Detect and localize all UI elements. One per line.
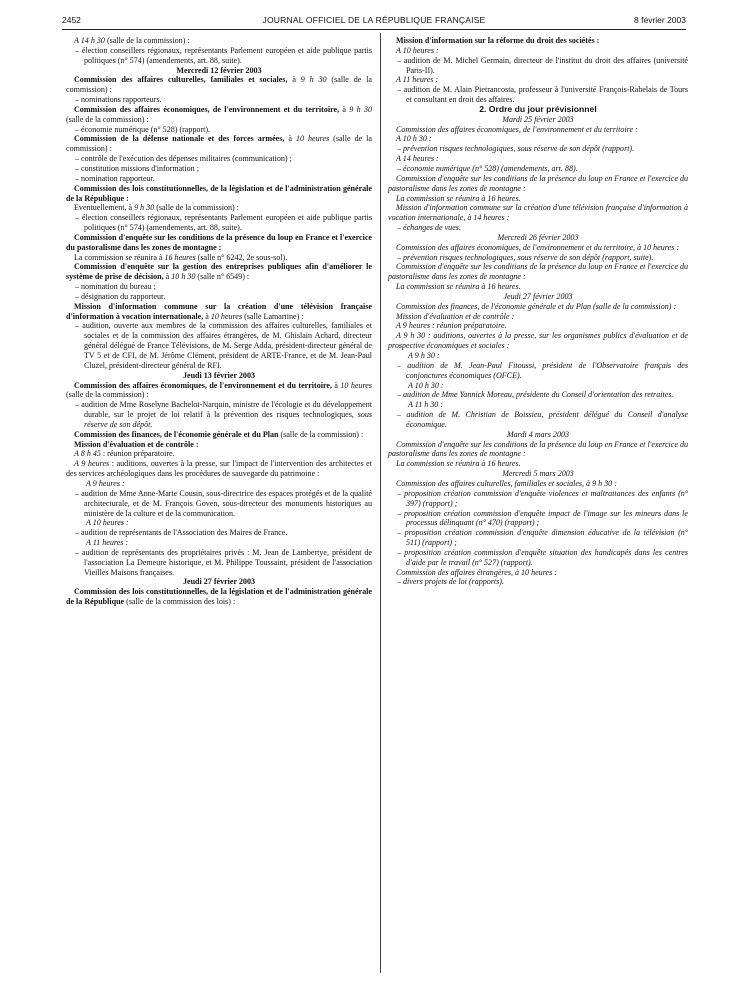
agenda-item: – proposition création commission d'enquête situation des handicapés dans les centres d'aide par le travail (n° 527) (rapport). <box>397 547 688 567</box>
date-heading: Jeudi 27 février 2003 <box>503 291 573 301</box>
agenda-item: – proposition création commission d'enquête impact de l'image sur les mineurs dans le processus délinquant (n° 470) (rapport) ; <box>397 508 688 528</box>
session-line: A 9 heures : réunion préparatoire. <box>396 321 507 331</box>
committee-title: Commission d'enquête sur les conditions de la présence du loup en France et l'exercice du pastoralisme dans les zones de montagne : <box>388 262 688 282</box>
mission-subtitle: Mission d'évaluation et de contrôle : <box>74 439 199 449</box>
agenda-item: – élection conseillers régionaux, représentants Parlement européen et aide publique partis politiques (n° 574) (amendements, art. 88, suite). <box>75 45 372 65</box>
agenda-item: – proposition création commission d'enquête violences et maltraitances des enfants (n° 397) (rapport) ; <box>397 488 688 508</box>
agenda-item: – désignation du rapporteur. <box>75 291 166 301</box>
time-slot: A 11 heures : <box>396 75 439 85</box>
date-heading: Mercredi 12 février 2003 <box>176 65 262 75</box>
session-line: La commission se réunira à 16 heures. <box>396 282 521 292</box>
committee-title: Commission des affaires économiques, de l'environnement et du territoire, à 10 heures : <box>396 242 680 252</box>
session-line: La commission se réunira à 16 heures. <box>396 459 521 469</box>
mission-subtitle: Mission d'évaluation et de contrôle : <box>396 311 515 321</box>
left-column <box>66 36 372 607</box>
agenda-item: – audition de M. Christian de Boissieu, président délégué du Conseil d'analyse économique. <box>397 410 688 429</box>
page-header <box>62 15 686 29</box>
agenda-item: – audition de M. Jean-Paul Fitoussi, président de l'Observatoire français des conjonctures économiques (OFCE). <box>397 360 688 380</box>
column-divider <box>380 33 381 973</box>
agenda-item: – audition de Mme Yannick Moreau, présidente du Conseil d'orientation des retraites. <box>397 390 674 400</box>
agenda-item: – divers projets de loi (rapports). <box>397 577 504 587</box>
time-slot: A 10 heures : <box>86 518 129 528</box>
time-slot: A 11 h 30 : <box>408 400 444 410</box>
page-number: 2452 <box>62 15 81 25</box>
committee-title: Mission d'information commune sur la création d'une télévision française d'information à vocation internationale, à 14 heures : <box>388 203 688 223</box>
agenda-item: – nomination rapporteur. <box>75 173 155 183</box>
time-slot: A 11 heures : <box>86 538 129 548</box>
agenda-item: – audition de Mme Anne-Marie Cousin, sous-directrice des espaces protégés et de la qualité architecturale, et de M. François Goven, sous-directeur des monuments historiques au ministère de la culture et de la communication. <box>75 488 372 518</box>
committee-block: Commission des affaires culturelles, familiales et sociales, à 9 h 30 (salle de la commission) : <box>66 75 372 95</box>
date-heading: Mercredi 5 mars 2003 <box>502 469 574 479</box>
agenda-item: – audition de représentants des propriétaires privés : M. Jean de Lambertye, président de l'association La Demeure historique, et M. Philippe Toussaint, président de l'association Vieilles Maisons françaises. <box>75 547 372 577</box>
session-line: A 9 heures : auditions, ouvertes à la presse, sur l'impact de l'intervention des architectes et des services archéologiques dans les procédures de sauvegarde du patrimoine : <box>66 459 372 479</box>
date-heading: Jeudi 13 février 2003 <box>182 370 256 380</box>
committee-title: Commission des lois constitutionnelles, de la législation et de l'administration générale de la République : <box>66 183 372 203</box>
committee-block: Commission d'enquête sur la gestion des entreprises publiques afin d'améliorer le système de prise de décision, à 10 h 30 (salle n° 6549) : <box>66 262 372 282</box>
committee-block: Commission de la défense nationale et des forces armées, à 10 heures (salle de la commission) : <box>66 134 372 154</box>
agenda-item: – prévention risques technologiques, sous réserve de son dépôt (rapport, suite). <box>397 252 654 262</box>
committee-title: Commission d'enquête sur les conditions de la présence du loup en France et l'exercice du pastoralisme dans les zones de montagne : <box>388 173 688 193</box>
section-title: 2. Ordre du jour prévisionnel <box>479 103 597 114</box>
committee-title: Commission d'enquête sur les conditions de la présence du loup en France et l'exercice du pastoralisme dans les zones de montagne : <box>66 232 372 252</box>
agenda-item: – audition de M. Michel Germain, directeur de l'institut du droit des affaires (université Paris-II). <box>397 55 688 75</box>
date-heading: Mardi 4 mars 2003 <box>506 429 570 439</box>
committee-title: Commission des affaires économiques, de l'environnement et du territoire : <box>396 124 638 134</box>
committee-title: Commission des affaires étrangères, à 10 heures : <box>396 567 557 577</box>
committee-title: Commission des affaires culturelles, familiales et sociales, à 9 h 30 : <box>396 478 617 488</box>
session-line: La commission se réunira à 16 heures. <box>396 193 521 203</box>
journal-title: JOURNAL OFFICIEL DE LA RÉPUBLIQUE FRANÇAISE <box>262 15 486 25</box>
time-slot: A 9 h 30 : <box>408 351 440 360</box>
time-slot: A 9 heures : <box>86 478 125 488</box>
committee-block: Mission d'information commune sur la création d'une télévision française d'information à vocation internationale, à 10 heures (salle Lamartine) : <box>66 301 372 321</box>
agenda-item: – audition, ouverte aux membres de la commission des affaires culturelles, familiales et sociales et de la commission des affaires étrangères, de M. Ghislain Achard, directeur général délégué de France Télévisions, de M. Serge Adda, président-directeur général de TV 5 et de CFI, de M. Jérôme Clément, président de ARTE-France, et de M. Jean-Paul Cluzel, président-directeur général de RFI. <box>75 321 372 370</box>
agenda-item: – économie numérique (n° 528) (rapport). <box>75 124 211 134</box>
time-slot: A 10 h 30 : <box>396 134 432 144</box>
agenda-item: – élection conseillers régionaux, représentants Parlement européen et aide publique partis politiques (n° 574) (amendements, art. 88, suite). <box>75 213 372 233</box>
committee-title: Commission des finances, de l'économie générale et du Plan (salle de la commission) : <box>396 301 677 311</box>
agenda-item: – proposition création commission d'enquête dimension éducative de la télévision (n° 511) (rapport) ; <box>397 528 688 548</box>
agenda-item: – échanges de vues. <box>397 223 461 233</box>
session-line: Eventuellement, à 9 h 30 (salle de la commission) : <box>74 203 239 213</box>
committee-block: Commission des finances, de l'économie générale et du Plan (salle de la commission) : <box>74 429 364 439</box>
committee-title: Commission d'enquête sur les conditions de la présence du loup en France et l'exercice du pastoralisme dans les zones de montagne : <box>388 439 688 459</box>
time-slot: A 10 h 30 : <box>408 380 444 390</box>
issue-date: 8 février 2003 <box>634 15 686 25</box>
agenda-item: – audition de M. Alain Pietrancosta, professeur à l'université François-Rabelais de Tours et consultant en droit des affaires. <box>397 85 688 105</box>
agenda-item: – contrôle de l'exécution des dépenses militaires (communication) ; <box>75 154 292 164</box>
agenda-item: – nomination du bureau ; <box>75 282 156 292</box>
date-heading: Mardi 25 février 2003 <box>502 114 574 124</box>
agenda-item: – audition de Mme Roselyne Bachelot-Narquin, ministre de l'écologie et du développement durable, sur le projet de loi relatif à la prévention des risques technologiques, sous réserve de son dépôt. <box>75 400 372 429</box>
session-line: La commission se réunira à 16 heures (salle n° 6242, 2e sous-sol). <box>74 252 288 262</box>
date-heading: Jeudi 27 février 2003 <box>182 577 256 587</box>
date-heading: Mercredi 26 février 2003 <box>497 232 579 242</box>
committee-block: Commission des lois constitutionnelles, de la législation et de l'administration générale de la République (salle de la commission des lois) : <box>66 587 372 607</box>
time-slot: A 10 heures : <box>396 45 439 55</box>
agenda-item: – prévention risques technologiques, sous réserve de son dépôt (rapport). <box>397 144 635 154</box>
committee-block: Commission des affaires économiques, de l'environnement et du territoire, à 9 h 30 (salle de la commission) : <box>66 104 372 124</box>
committee-title: Mission d'information sur la réforme du droit des sociétés : <box>396 36 600 45</box>
agenda-item: – constitution missions d'information ; <box>75 163 199 173</box>
session-line: A 9 h 30 : auditions, ouvertes à la presse, sur les organismes publics d'évaluation et de prospective économiques et sociales : <box>388 331 688 351</box>
time-slot: A 14 heures : <box>396 154 439 164</box>
session-line: A 8 h 45 : réunion préparatoire. <box>74 449 175 459</box>
committee-block: Commission des affaires économiques, de l'environnement et du territoire, à 10 heures (salle de la commission) : <box>66 380 372 400</box>
header-rule <box>62 29 686 30</box>
agenda-item: – nominations rapporteurs. <box>75 95 162 105</box>
agenda-item: – audition de représentants de l'Association des Maires de France. <box>75 528 288 538</box>
agenda-item: – économie numérique (n° 528) (amendements, art. 88). <box>397 163 578 173</box>
right-column <box>388 36 688 587</box>
intro-line: A 14 h 30 (salle de la commission) : <box>74 36 190 45</box>
